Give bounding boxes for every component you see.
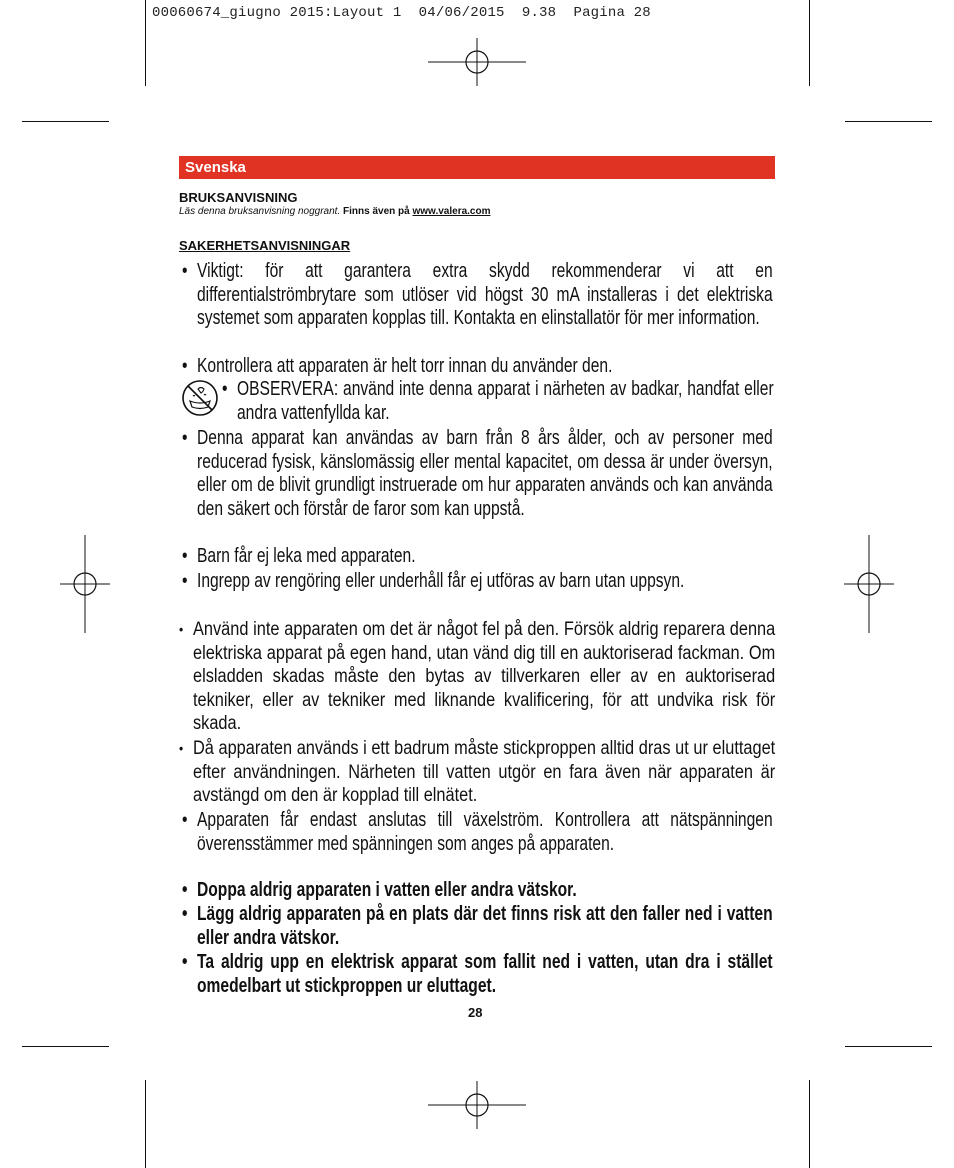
- registration-mark-bottom: [428, 1081, 526, 1129]
- list-item-text: Barn får ej leka med apparaten.: [197, 545, 416, 567]
- bullet: •: [182, 879, 188, 901]
- bullet: •: [222, 378, 228, 400]
- list-item-text: Kontrollera att apparaten är helt torr innan du använder den.: [197, 355, 613, 377]
- bullet: •: [179, 740, 184, 756]
- bullet: •: [182, 545, 188, 567]
- list-item-text: Denna apparat kan användas av barn från 8 års ålder, och av personer med reducerad fysisk, känslomässig eller mental kapacitet, om dessa är under översyn, eller om de blivit grundligt instruerade om hur apparaten används och kan använda den säkert och förstår de faror som kan uppstå.: [197, 427, 773, 520]
- manual-subline: [179, 206, 490, 217]
- registration-mark-left: [60, 535, 110, 633]
- list-item: [182, 355, 775, 379]
- crop-mark: [809, 0, 810, 86]
- crop-mark: [845, 121, 932, 122]
- list-item: [182, 903, 775, 951]
- list-item-text: Doppa aldrig apparaten i vatten eller andra vätskor.: [197, 879, 577, 901]
- subline-bold: Finns även på: [343, 206, 410, 217]
- registration-mark-right: [844, 535, 894, 633]
- list-item-text: Apparaten får endast anslutas till växelström. Kontrollera att nätspänningen överensstämmer med spänningen som anges på apparaten.: [197, 809, 773, 855]
- bullet: •: [182, 570, 188, 592]
- list-item-text: Använd inte apparaten om det är något fel på den. Försök aldrig reparera denna elektriska apparat på egen hand, utan vänd dig till en auktoriserad fackman. Om elsladden skadas måste den bytas av tillverkaren eller av en auktoriserad tekniker, eller av tekniker med liknande kvalificering, för att undvika risk för skada.: [193, 619, 776, 735]
- crop-mark: [145, 0, 146, 86]
- list-item: [182, 809, 775, 881]
- bullet: •: [179, 621, 184, 637]
- list-item: [222, 378, 775, 426]
- crop-mark: [845, 1046, 932, 1047]
- manual-heading: BRUKSANVISNING: [179, 190, 298, 205]
- list-item: [179, 618, 775, 737]
- list-item: [182, 427, 775, 546]
- list-item: [182, 260, 775, 355]
- bullet: •: [182, 903, 188, 925]
- list-item: [182, 570, 775, 618]
- bullet: •: [182, 355, 188, 377]
- list-item-text: Viktigt: för att garantera extra skydd rekommenderar vi att en differentialströmbrytare som utlöser vid högst 30 mA installeras i det elektriska systemet som apparaten kopplas till. Kontakta en elinstallatör för mer information.: [197, 260, 773, 330]
- list-item-text: Ta aldrig upp en elektrisk apparat som fallit ned i vatten, utan dra i stället omedelbart ut stickproppen ur eluttaget.: [197, 951, 773, 997]
- no-bathtub-warning-icon: [181, 379, 219, 417]
- print-slug: 00060674_giugno 2015:Layout 1 04/06/2015 9.38 Pagina 28: [152, 5, 651, 21]
- list-item: [182, 951, 775, 999]
- list-item: [179, 737, 775, 809]
- list-item-text: Då apparaten används i ett badrum måste stickproppen alltid dras ut ur eluttaget efter användningen. Närheten till vatten utgör en fara även när apparaten är avstängd om den är kopplad till elnätet.: [193, 738, 776, 807]
- language-bar: [179, 156, 775, 179]
- crop-mark: [145, 1080, 146, 1168]
- bullet: •: [182, 809, 188, 831]
- list-item-text: Ingrepp av rengöring eller underhåll får ej utföras av barn utan uppsyn.: [197, 570, 685, 592]
- list-item: [182, 879, 775, 903]
- registration-mark-top: [428, 38, 526, 86]
- list-item-text: Lägg aldrig apparaten på en plats där det finns risk att den faller ned i vatten eller andra vätskor.: [197, 903, 773, 949]
- bullet: •: [182, 260, 188, 282]
- list-item: [182, 545, 775, 569]
- bullet: •: [182, 427, 188, 449]
- bullet: •: [182, 951, 188, 973]
- website-link[interactable]: www.valera.com: [412, 206, 491, 217]
- page-number: 28: [468, 1005, 483, 1020]
- crop-mark: [809, 1080, 810, 1168]
- crop-mark: [22, 121, 109, 122]
- language-label: Svenska: [185, 159, 246, 176]
- safety-heading: SAKERHETSANVISNINGAR: [179, 238, 351, 253]
- list-item-text: OBSERVERA: använd inte denna apparat i närheten av badkar, handfat eller andra vattenfyllda kar.: [237, 378, 774, 424]
- crop-mark: [22, 1046, 109, 1047]
- subline-italic: Läs denna bruksanvisning noggrant.: [179, 206, 341, 217]
